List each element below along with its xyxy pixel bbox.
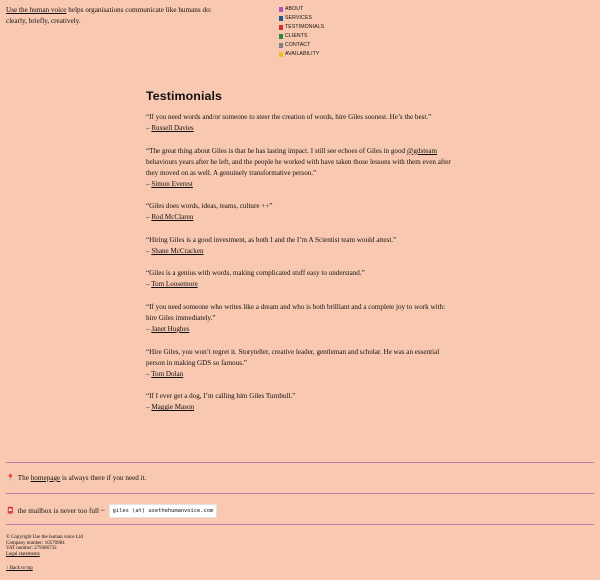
testimonial-quote: “If you need words and/or someone to steer the creation of words, hire Giles soonest. He’s the best.” — [146, 113, 432, 121]
testimonial-quote: “If you need someone who writes like a dream and who is both brilliant and a complete joy to work with: hire Giles immediately.” — [146, 302, 446, 322]
intro-text: helps organisations communicate like humans do: clearly, briefly, creatively. — [6, 6, 212, 25]
testimonial — [146, 302, 456, 335]
testimonial-author: – Shane McCracken — [146, 246, 204, 255]
testimonial-author: – Tom Dolan — [146, 369, 184, 378]
nav-item-availability[interactable]: AVAILABILITY — [279, 50, 324, 59]
author-link[interactable]: Simon Everest — [151, 179, 193, 188]
copyright-text: © Copyright Use the human voice Ltd — [6, 535, 83, 540]
testimonial-author: – Rod McClaren — [146, 213, 194, 222]
nav-item-about[interactable]: ABOUT — [279, 5, 324, 14]
square-icon — [279, 16, 283, 21]
author-link[interactable]: Rod McClaren — [151, 213, 194, 222]
testimonial-quote: “Giles does words, ideas, teams, culture ++” — [146, 202, 273, 211]
intro-blurb — [6, 5, 221, 26]
testimonial-quote: “Hire Giles, you won’t regret it. Storyteller, creative leader, gentleman and scholar. He was an essential person in making GDS so famous.” — [146, 347, 440, 367]
testimonial-author: – Maggie Mason — [146, 403, 195, 412]
square-icon — [279, 43, 283, 48]
page-title: Testimonials — [146, 89, 223, 103]
company-number: Company number: 10570984 — [6, 540, 65, 546]
nav-item-testimonials[interactable]: TESTIMONIALS — [279, 23, 324, 32]
square-icon — [279, 52, 283, 57]
testimonial — [146, 347, 456, 380]
testimonial — [146, 146, 456, 190]
email-address: giles (at) usethehumanvoice.com — [109, 504, 218, 518]
author-link[interactable]: Janet Hughes — [151, 324, 190, 333]
testimonials-section — [146, 89, 456, 425]
testimonial — [146, 391, 456, 413]
legal-info — [6, 535, 83, 557]
author-link[interactable]: Tom Dolan — [151, 369, 184, 378]
author-link[interactable]: Tom Loosemore — [151, 280, 198, 289]
testimonial-quote: “The great thing about Giles is that he has lasting impact. I still see echoes of Giles in good @gdsteam behaviours years after he left, and the people he worked with have taken those lessons with them even after they moved on as well. A genuinely transformative person.” — [146, 146, 451, 177]
homepage-note: 📍 The homepage is always there if you need it. — [6, 474, 147, 482]
testimonial — [146, 268, 456, 290]
gdsteam-link[interactable]: @gdsteam — [406, 146, 438, 155]
testimonial-quote: “Giles is a genius with words, making complicated stuff easy to understand.” — [146, 269, 365, 278]
square-icon — [279, 7, 283, 12]
testimonial — [146, 235, 456, 257]
mailbox-icon: 📮 — [6, 507, 15, 515]
nav-item-clients[interactable]: CLIENTS — [279, 32, 324, 41]
homepage-link[interactable]: homepage — [30, 474, 61, 482]
testimonial-quote: “Hiring Giles is a good investment, as both I and the I’m A Scientist team would attest.” — [146, 235, 397, 244]
square-icon — [279, 25, 283, 30]
testimonial-author: – Russell Davies — [146, 124, 194, 132]
square-icon — [279, 34, 283, 39]
testimonial-author: – Tom Loosemore — [146, 280, 198, 289]
pin-icon: 📍 — [6, 474, 15, 482]
author-link[interactable]: Shane McCracken — [151, 246, 204, 255]
divider — [6, 524, 594, 525]
divider — [6, 462, 594, 463]
testimonial — [146, 112, 456, 134]
testimonial — [146, 201, 456, 223]
divider — [6, 493, 594, 494]
testimonial-author: – Simon Everest — [146, 179, 193, 188]
mailbox-note: 📮 the mailbox is never too full ~ giles (at) usethehumanvoice.com — [6, 504, 217, 518]
vat-number: VAT number: 279386732 — [6, 546, 57, 552]
author-link[interactable]: Russell Davies — [151, 124, 194, 132]
author-link[interactable]: Maggie Mason — [151, 403, 195, 412]
testimonial-author: – Janet Hughes — [146, 324, 190, 333]
legal-statements-link[interactable]: Legal statements — [6, 551, 40, 557]
back-to-top-link[interactable]: ↑ Back to top — [6, 566, 33, 571]
nav-item-contact[interactable]: CONTACT — [279, 41, 324, 50]
nav-item-services[interactable]: SERVICES — [279, 14, 324, 23]
site-name-link[interactable]: Use the human voice — [6, 6, 67, 14]
testimonial-quote: “If I ever get a dog, I’m calling him Giles Turnbull.” — [146, 392, 296, 401]
main-nav — [279, 5, 324, 59]
